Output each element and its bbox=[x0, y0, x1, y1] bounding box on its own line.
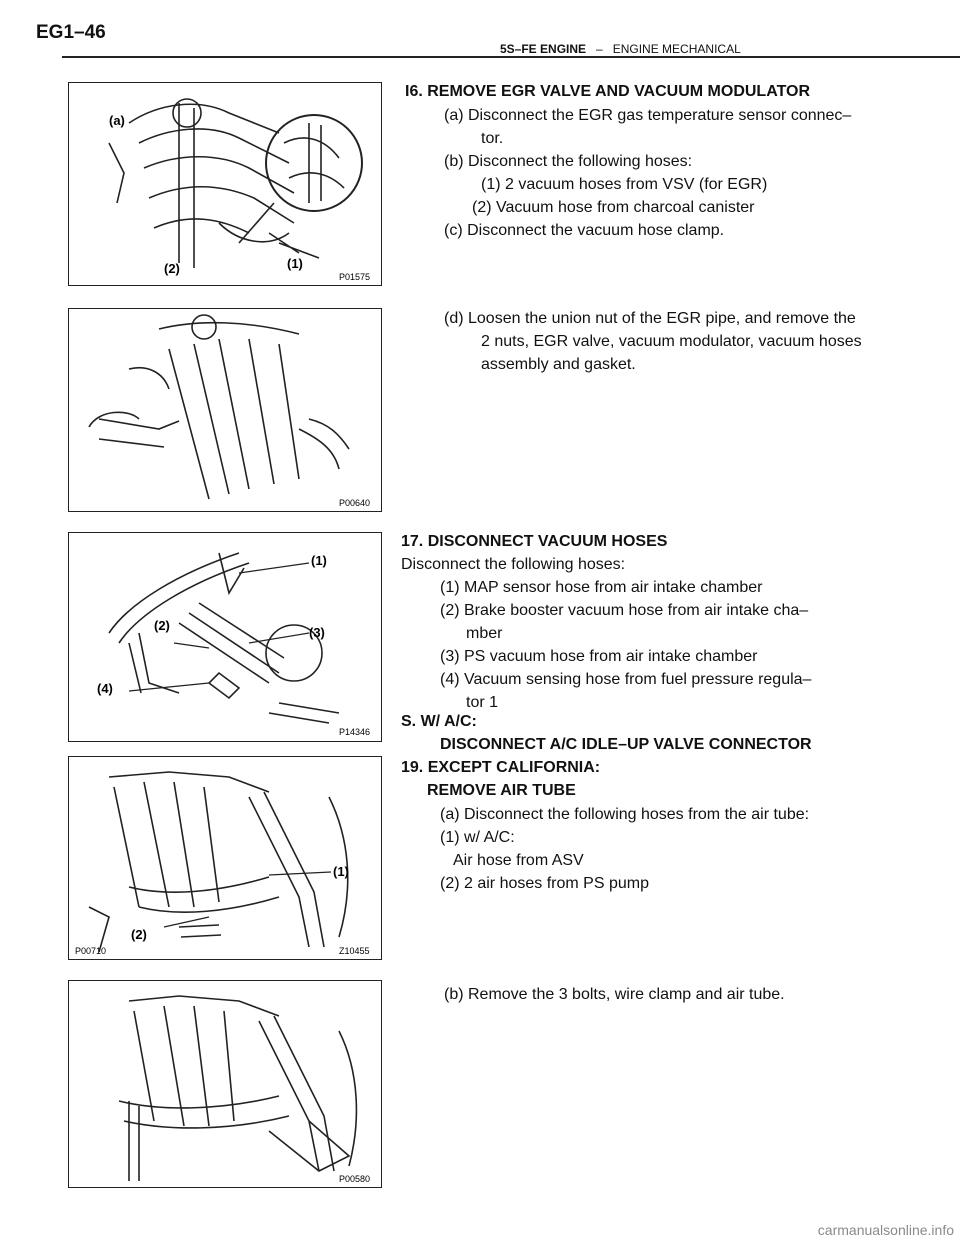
step-19-item1b: Air hose from ASV bbox=[453, 852, 584, 869]
figure-label: (3) bbox=[309, 625, 325, 640]
figure-code: P01575 bbox=[339, 272, 371, 282]
figure-air-tube bbox=[68, 756, 382, 960]
egr-valve-illustration bbox=[69, 83, 381, 285]
header-rule bbox=[62, 56, 960, 58]
air-tube-illustration bbox=[69, 757, 381, 959]
figure-code: P00580 bbox=[339, 1174, 371, 1184]
figure-vacuum-hoses bbox=[68, 532, 382, 742]
step-16-title: I6. REMOVE EGR VALVE AND VACUUM MODULATOR bbox=[405, 83, 811, 100]
figure-egr-valve bbox=[68, 82, 382, 286]
step-19-item1: (1) w/ A/C: bbox=[440, 829, 515, 846]
figure-label: (1) bbox=[333, 864, 349, 879]
air-tube-removal-illustration bbox=[69, 981, 381, 1187]
step-16-b: (b) Disconnect the following hoses: bbox=[444, 153, 693, 170]
step-18-title: S. W/ A/C: bbox=[401, 713, 477, 730]
step-16-c: (c) Disconnect the vacuum hose clamp. bbox=[444, 222, 725, 239]
step-19-a: (a) Disconnect the following hoses from the air tube: bbox=[440, 806, 810, 823]
step-16-b2: (2) Vacuum hose from charcoal canister bbox=[472, 199, 755, 216]
step-17-item4-line1: (4) Vacuum sensing hose from fuel pressure regula– bbox=[440, 671, 812, 688]
step-17-item3: (3) PS vacuum hose from air intake chamber bbox=[440, 648, 758, 665]
egr-removal-illustration bbox=[69, 309, 381, 511]
figure-code: P00640 bbox=[339, 498, 371, 508]
step-17-intro: Disconnect the following hoses: bbox=[401, 556, 626, 573]
step-16-a-line1: (a) Disconnect the EGR gas temperature sensor connec– bbox=[444, 107, 852, 124]
header-separator: – bbox=[596, 42, 603, 56]
step-16-d-line2: 2 nuts, EGR valve, vacuum modulator, vacuum hoses bbox=[481, 333, 862, 350]
step-17-item2-line1: (2) Brake booster vacuum hose from air intake cha– bbox=[440, 602, 809, 619]
step-17-title: 17. DISCONNECT VACUUM HOSES bbox=[401, 533, 668, 550]
figure-label: (a) bbox=[109, 113, 125, 128]
step-16-d-line3: assembly and gasket. bbox=[481, 356, 636, 373]
figure-label: (4) bbox=[97, 681, 113, 696]
step-19-item2: (2) 2 air hoses from PS pump bbox=[440, 875, 649, 892]
step-18-sub: DISCONNECT A/C IDLE–UP VALVE CONNECTOR bbox=[440, 736, 812, 753]
page-code: EG1–46 bbox=[36, 22, 106, 43]
step-19-b: (b) Remove the 3 bolts, wire clamp and air tube. bbox=[444, 986, 785, 1003]
figure-label: (2) bbox=[164, 261, 180, 276]
figure-egr-removal bbox=[68, 308, 382, 512]
figure-label: (2) bbox=[154, 618, 170, 633]
step-19-sub: REMOVE AIR TUBE bbox=[427, 782, 576, 799]
figure-air-tube-removal bbox=[68, 980, 382, 1188]
step-16-d-line1: (d) Loosen the union nut of the EGR pipe, and remove the bbox=[444, 310, 856, 327]
step-19-title: 19. EXCEPT CALIFORNIA: bbox=[401, 759, 601, 776]
vacuum-hoses-illustration bbox=[69, 533, 381, 741]
figure-label: (1) bbox=[287, 256, 303, 271]
step-17-item2-line2: mber bbox=[466, 625, 503, 642]
figure-label: (2) bbox=[131, 927, 147, 942]
watermark: carmanualsonline.info bbox=[817, 1222, 954, 1238]
figure-code: Z10455 bbox=[339, 946, 370, 956]
header-subtitle bbox=[500, 42, 741, 56]
step-17-item4-line2: tor 1 bbox=[466, 694, 499, 711]
engine-name: 5S–FE ENGINE bbox=[500, 42, 587, 56]
figure-label: (1) bbox=[311, 553, 327, 568]
figure-code: P14346 bbox=[339, 727, 371, 737]
step-16-b1: (1) 2 vacuum hoses from VSV (for EGR) bbox=[481, 176, 768, 193]
step-17-item1: (1) MAP sensor hose from air intake chamber bbox=[440, 579, 763, 596]
figure-code: P00710 bbox=[75, 946, 107, 956]
step-16-a-line2: tor. bbox=[481, 130, 504, 147]
section-name: ENGINE MECHANICAL bbox=[612, 42, 741, 56]
